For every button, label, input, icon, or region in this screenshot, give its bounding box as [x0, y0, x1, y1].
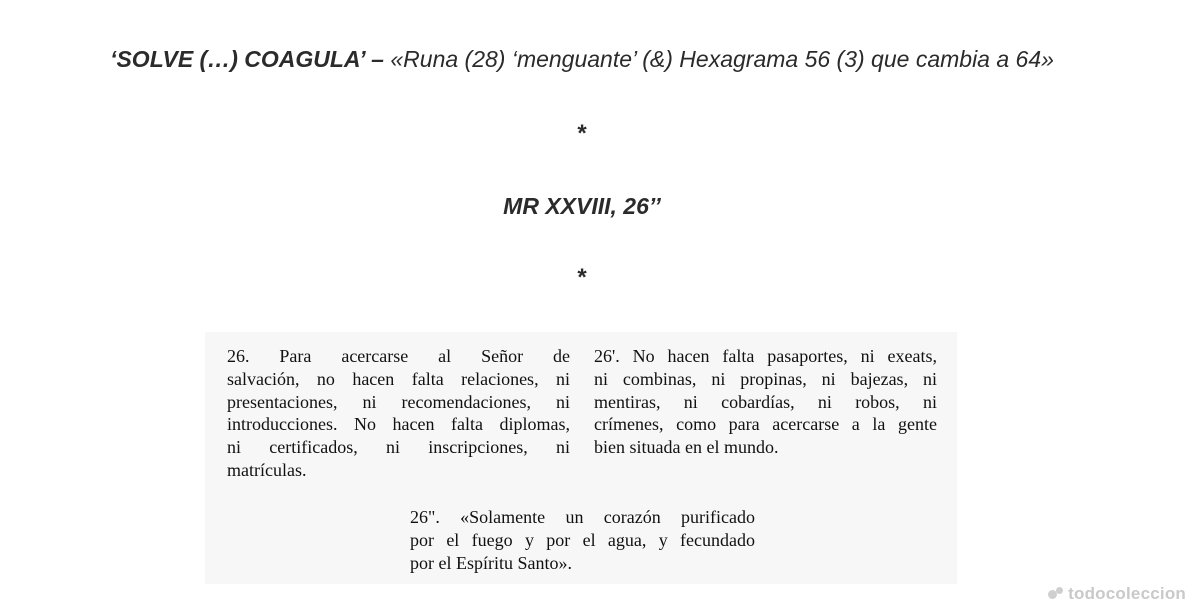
page-title-rest: «Runa (28) ‘menguante’ (&) Hexagrama 56 (3) que cambia a 64» [383, 46, 1054, 72]
watermark-text: todocoleccion [1068, 584, 1186, 603]
excerpt-bottom-block [410, 506, 755, 574]
excerpt-line: 26. Para acercarse al Señor de [227, 346, 570, 366]
page-title [0, 46, 1182, 73]
excerpt-line: presentaciones, ni recomendaciones, ni [227, 391, 570, 412]
scanned-excerpt [205, 332, 957, 584]
excerpt-line: 26". «Solamente un corazón purificado [410, 507, 755, 527]
excerpt-line: bien situada en el mundo. [594, 437, 779, 458]
excerpt-line: salvación, no hacen falta relaciones, ni [227, 368, 570, 389]
watermark-logo-icon [1048, 586, 1064, 602]
section-subtitle: MR XXVIII, 26’’ [503, 193, 661, 219]
excerpt-line: por el fuego y por el agua, y fecundado [410, 529, 755, 550]
excerpt-line: 26'. No hacen falta pasaportes, ni exeats, [594, 346, 937, 366]
excerpt-line: ni certificados, ni inscripciones, ni [227, 437, 570, 458]
separator-star-2: * [577, 264, 587, 291]
excerpt-line: ni combinas, ni propinas, ni bajezas, ni [594, 368, 937, 389]
excerpt-line: matrículas. [227, 459, 307, 480]
excerpt-line: introducciones. No hacen falta diplomas, [227, 414, 570, 435]
separator-star-1: * [577, 120, 587, 147]
excerpt-right-column [594, 345, 937, 459]
watermark [1048, 584, 1186, 604]
excerpt-line: por el Espíritu Santo». [410, 552, 572, 573]
excerpt-line: mentiras, ni cobardías, ni robos, ni [594, 391, 937, 412]
excerpt-left-column [227, 345, 570, 482]
excerpt-line: crímenes, como para acercarse a la gente [594, 414, 937, 435]
page-title-bold: ‘SOLVE (…) COAGULA’ – [110, 46, 384, 72]
